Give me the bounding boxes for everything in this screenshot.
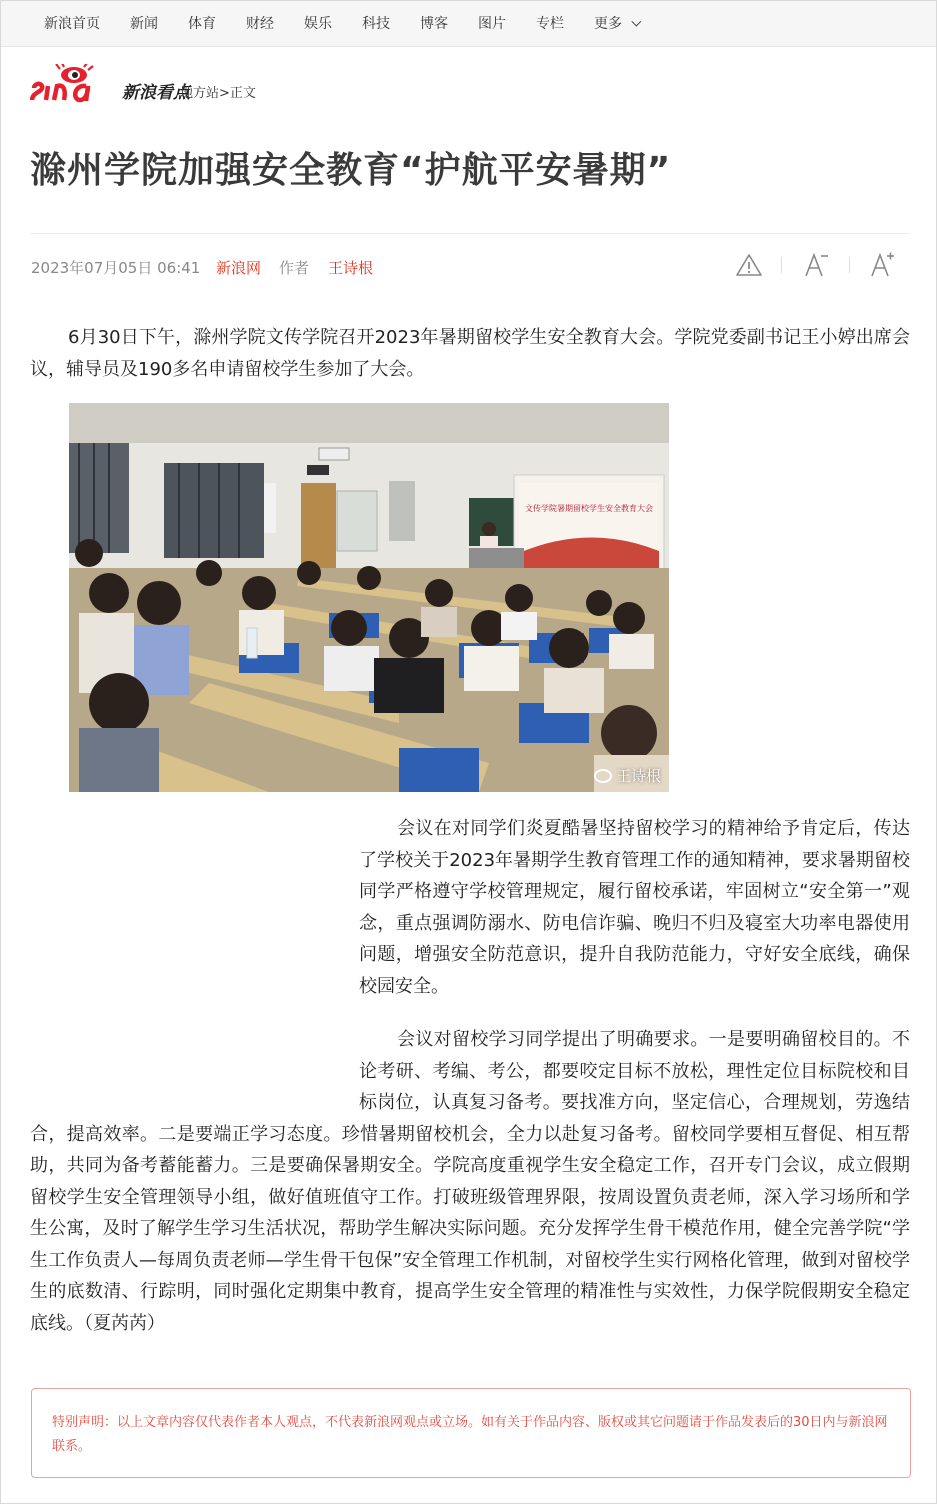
nav-item-entertainment[interactable]: 娱乐 [304, 16, 332, 32]
article-source[interactable]: 新浪网 [216, 259, 262, 277]
warning-triangle-icon [734, 250, 764, 280]
breadcrumb [180, 82, 256, 101]
title-divider [30, 233, 910, 234]
photo-watermark [594, 765, 661, 786]
tool-separator [781, 257, 782, 273]
article-paragraph: 会议对留校学习同学提出了明确要求。一是要明确留校目的。不论考研、考编、考公，都要咬定目标不放松，理性定位目标院校和目标岗位，认真复习备考。要找准方向，坚定信心，合理规划，劳逸结合，提高效率。二是要端正学习态度。珍惜暑期留校机会，全力以赴复习备考。留校同学要相互督促、相互帮助，共同为备考蓄能蓄力。三是要确保暑期安全。学院高度重视学生安全稳定工作，召开专门会议，成立假期留校学生安全管理领导小组，做好值班值守工作。打破班级管理界限，按周设置负责老师，深入学习场所和学生公寓，及时了解学生学习生活状况，帮助学生解决实际问题。充分发挥学生骨干模范作用，健全完善学院“学生工作负责人—每周负责老师—学生骨干包保”安全管理工作机制，对留校学生实行网格化管理，做到对留校学生的底数清、行踪明，同时强化定期集中教育，提高学生安全管理的精准性与实效性，力保学院假期安全稳定底线。（夏芮芮） [30, 1029, 910, 1334]
classroom-photo-illustration [69, 403, 669, 792]
watermark-text: 王诗根 [615, 767, 661, 785]
tool-separator [849, 257, 850, 273]
article-photo [69, 403, 669, 792]
nav-item-home[interactable]: 新浪首页 [44, 16, 100, 32]
nav-item-columns[interactable]: 专栏 [536, 16, 564, 32]
nav-item-sports[interactable]: 体育 [188, 16, 216, 32]
breadcrumb-sep: > [219, 86, 230, 101]
breadcrumb-local[interactable]: 地方站 [180, 86, 220, 101]
screen-text: 文传学院暑期留校学生安全教育大会 [525, 504, 653, 513]
sina-eye-logo-icon [30, 64, 122, 104]
nav-item-tech[interactable]: 科技 [362, 16, 390, 32]
disclaimer-notice: 特别声明：以上文章内容仅代表作者本人观点，不代表新浪网观点或立场。如有关于作品内容、版权或其它问题请于作品发表后的30日内与新浪网联系。 [31, 1388, 911, 1478]
nav-item-finance[interactable]: 财经 [246, 16, 274, 32]
nav-item-more[interactable] [594, 1, 637, 47]
top-nav [1, 1, 936, 47]
nav-item-news[interactable]: 新闻 [130, 16, 158, 32]
nav-item-photos[interactable]: 图片 [478, 16, 506, 32]
article-title: 滁州学院加强安全教育“护航平安暑期” [30, 150, 672, 191]
font-increase-icon [868, 250, 898, 280]
breadcrumb-current: 正文 [229, 86, 256, 101]
article-paragraph: 会议在对同学们炎夏酷暑坚持留校学习的精神给予肯定后，传达了学校关于2023年暑期学生教育管理工作的通知精神，要求暑期留校同学严格遵守学校管理规定，履行留校承诺，牢固树立“安全第一”观念，重点强调防溺水、防电信诈骗、晚归不归及寝室大功率电器使用问题，增强安全防范意识，提升自我防范能力，守好安全底线，确保校园安全。 [359, 818, 910, 997]
article-date: 2023年07月05日 06:41 [31, 259, 201, 277]
logo-text: 新浪看点 [122, 83, 190, 103]
font-smaller-button[interactable] [802, 250, 832, 280]
article-paragraph: 6月30日下午，滁州学院文传学院召开2023年暑期留校学生安全教育大会。学院党委副书记王小婷出席会议，辅导员及190多名申请留校学生参加了大会。 [30, 327, 910, 380]
article-author[interactable]: 王诗根 [328, 259, 374, 277]
chevron-down-icon [631, 17, 641, 27]
font-larger-button[interactable] [868, 250, 898, 280]
author-label: 作者 [279, 259, 310, 277]
weibo-icon [594, 769, 612, 783]
nav-item-blog[interactable]: 博客 [420, 16, 448, 32]
font-decrease-icon [802, 250, 832, 280]
nav-more-label: 更多 [594, 16, 622, 32]
layout-spacer [30, 1024, 359, 1118]
report-button[interactable] [734, 250, 764, 280]
sina-logo[interactable] [30, 64, 190, 104]
article-paragraph-wrapper [30, 1024, 910, 1339]
